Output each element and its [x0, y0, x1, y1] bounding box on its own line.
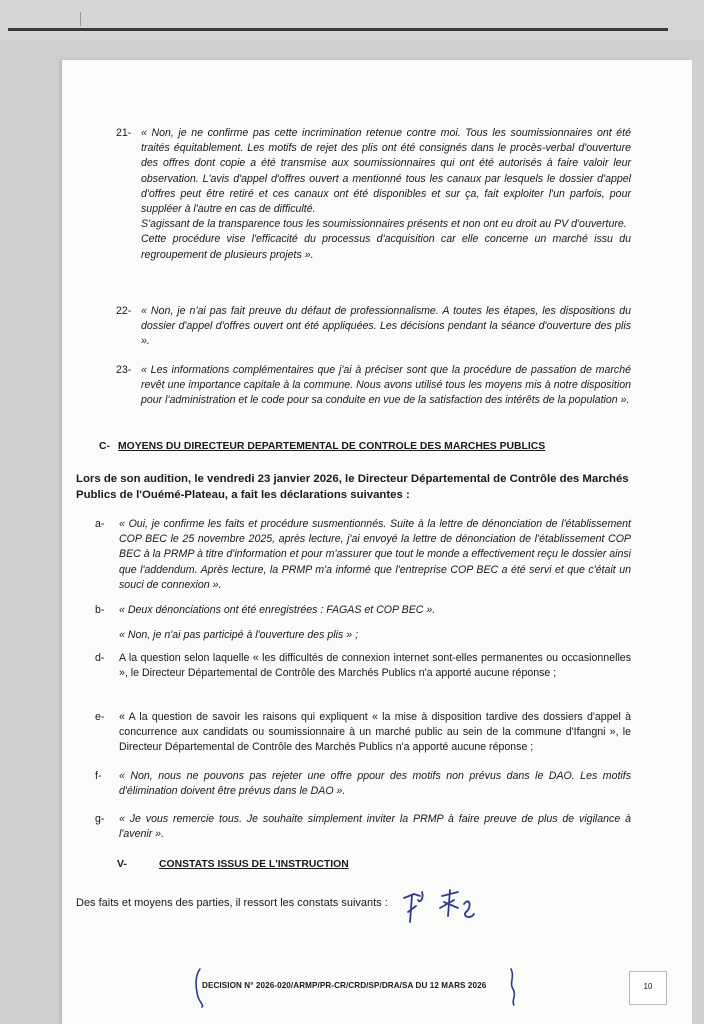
point-23-number: 23- [116, 364, 132, 376]
point-21-number: 21- [116, 127, 132, 139]
point-d-text: A la question selon laquelle « les difficultés de connexion internet sont-elles permanentes ou occasionnelles », le Directeur Départemental de Contrôle des Marchés Publics n'a apporté aucune réponse ; [119, 652, 631, 680]
point-f-text: « Non, nous ne pouvons pas rejeter une offre ppour des motifs non prévus dans le DAO. Les motifs d'élimination doivent être prévus dans le DAO ». [119, 770, 631, 798]
point-c-text: « Non, je n'ai pas participé à l'ouverture des plis » ; [119, 629, 359, 641]
point-g-text: « Je vous remercie tous. Je souhaite simplement inviter la PRMP à faire preuve de plus de vigilance à l'avenir ». [119, 813, 631, 841]
document-page [62, 60, 692, 1024]
footer-right-initial-icon [505, 967, 521, 1007]
point-e-number: e- [95, 711, 105, 723]
point-21-paragraph-2: S'agissant de la transparence tous les soumissionnaires présents et non ont eu droit au PV d'ouverture. [141, 218, 627, 231]
closing-sentence: Des faits et moyens des parties, il ressort les constats suivants : [76, 897, 388, 909]
point-g-number: g- [95, 813, 105, 825]
point-21-paragraph-1: « Non, je ne confirme pas cette incrimination retenue contre moi. Tous les soumissionnaires ont été traités équitablement. Les motifs de rejet des plis ont été consignés dans le procès-verbal d'ouverture des offres dont copie a été transmise aux soumissionnaires qui ont été autorisés à faire valoir leur observation. L'avis d'appel d'offres ouvert a mentionné tous les canaux par lesquels le dossier d'appel d'offres peut être retiré et ces canaux ont été disponibles et sur ça, fait exploiter l'un parfois, pour suppléer à l'autre en cas de difficulté. [141, 127, 631, 216]
section-c-letter: C- [99, 441, 110, 452]
point-22-text: « Non, je n'ai pas fait preuve du défaut de professionnalisme. A toutes les étapes, les dispositions du dossier d'appel d'offres ouvert ont été appliquées. Les décisions pendant la séance d'ouverture des plis ». [141, 305, 631, 348]
point-a-text: « Oui, je confirme les faits et procédure susmentionnés. Suite à la lettre de dénonciation de l'établissement COP BEC le 25 novembre 2025, après lecture, j'ai envoyé la lettre de dénonciation de l'établissement COP BEC à la PRMP à titre d'information et pour m'assurer que tout le monde a effectivement reçu le dossier ainsi que l'addendum. Après lecture, la PRMP m'a informé que l'entreprise COP BEC a été servi et que c'était un souci de connexion ». [119, 518, 631, 591]
section-v-heading [117, 859, 349, 870]
point-f-number: f- [95, 770, 102, 782]
point-e-text: « A la question de savoir les raisons qui expliquent « la mise à disposition tardive des dossiers d'appel à concurrence aux candidats ou soumissionnaire à un marché public au sein de la commune d'Ifangni », le Directeur Départemental de Contrôle des Marchés Publics n'a apporté aucune réponse ; [119, 711, 631, 754]
scan-top-strip [0, 0, 704, 40]
page-top-edge [8, 28, 668, 31]
section-c-heading [99, 441, 546, 452]
point-d-number: d- [95, 652, 105, 664]
point-23-text: « Les informations complémentaires que j'ai à préciser sont que la procédure de passation de marché revêt une importance capitale à la commune. Nous avons utilisé tous les moyens mis à notre disposition pour l'administration et le code pour sa conduite en vue de la satisfaction des intérêts de la population ». [141, 364, 631, 407]
section-v-number: V- [117, 859, 127, 870]
section-v-title: CONSTATS ISSUS DE L'INSTRUCTION [159, 859, 349, 870]
point-b-text: « Deux dénonciations ont été enregistrées : FAGAS et COP BEC ». [119, 604, 436, 616]
point-b-number: b- [95, 604, 105, 616]
audition-intro: Lors de son audition, le vendredi 23 janvier 2026, le Directeur Départemental de Contrôle des Marchés Publics de l'Ouémé-Plateau, a fait les déclarations suivantes : [76, 473, 629, 501]
handwritten-initials-icon [400, 886, 500, 928]
scan-mark [80, 12, 81, 26]
point-a-number: a- [95, 518, 105, 530]
point-21-paragraph-3: Cette procédure vise l'efficacité du processus d'acquisition car elle concerne un marché issu du regroupement de plusieurs projets ». [141, 233, 631, 261]
point-22-number: 22- [116, 305, 132, 317]
page-number: 10 [629, 971, 667, 1005]
section-c-title: MOYENS DU DIRECTEUR DEPARTEMENTAL DE CONTROLE DES MARCHES PUBLICS [118, 441, 546, 452]
point-21-text [141, 126, 631, 263]
footer-decision-reference: DECISION N° 2026-020/ARMP/PR-CR/CRD/SP/DRA/SA DU 12 MARS 2026 [202, 981, 487, 990]
